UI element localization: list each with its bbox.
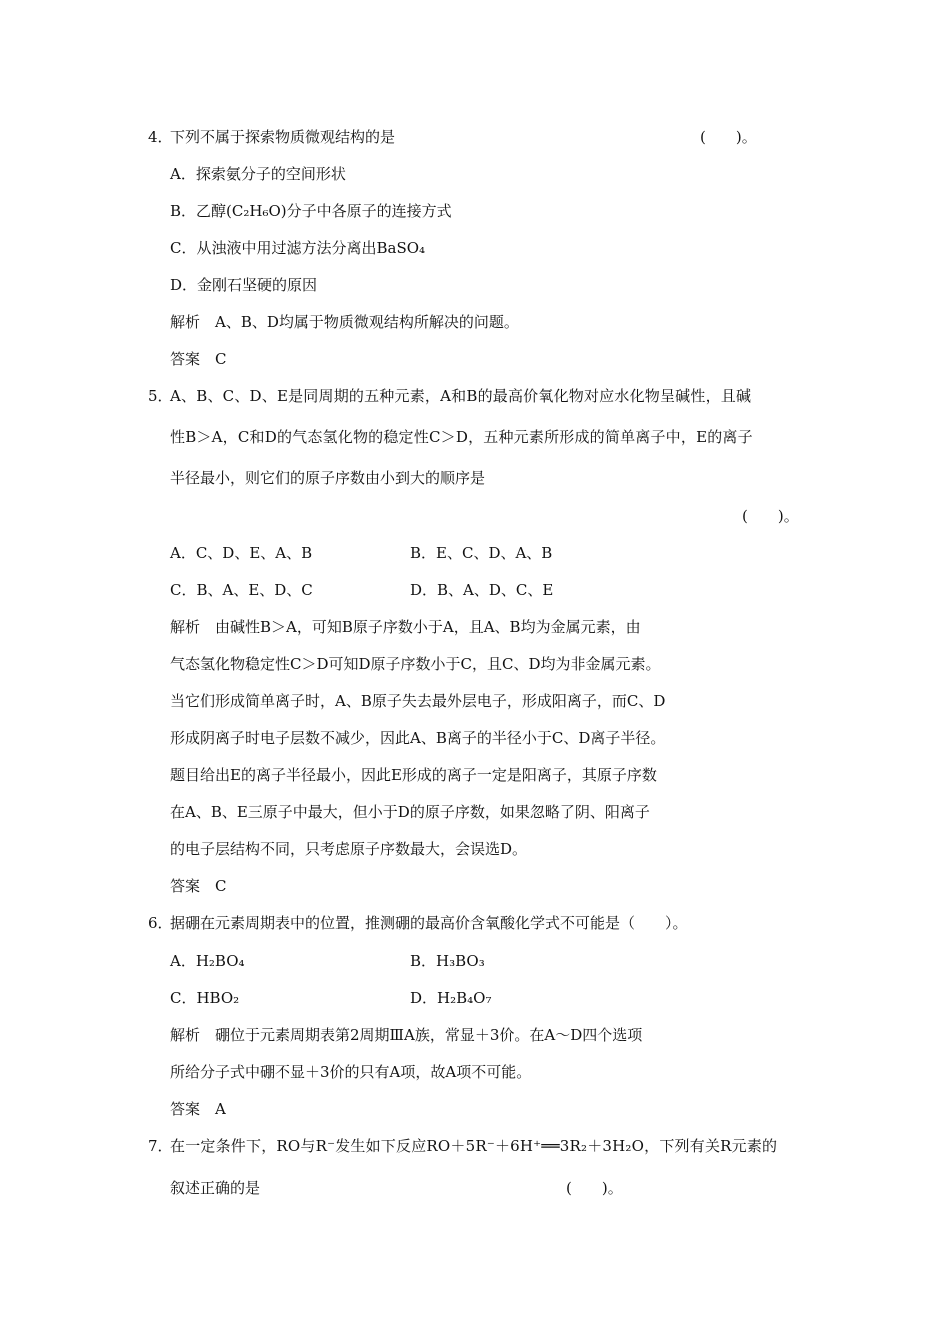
- q6-analysis-line: 所给分子式中硼不显＋3价的只有A项，故A项不可能。: [170, 1063, 532, 1081]
- q5-analysis-line: 当它们形成简单离子时，A、B原子失去最外层电子，形成阳离子，而C、D: [170, 692, 666, 710]
- q7-stem-line: 叙述正确的是: [170, 1179, 261, 1197]
- q4-analysis: 解析 A、B、D均属于物质微观结构所解决的问题。: [170, 313, 519, 331]
- q6-option-a: A．H₂BO₄: [170, 952, 245, 970]
- q5-stem-line: 性B＞A，C和D的气态氢化物的稳定性C＞D，五种元素所形成的简单离子中，E的离子: [170, 428, 753, 446]
- q6-stem: 据硼在元素周期表中的位置，推测硼的最高价含氧酸化学式不可能是（ ）。: [170, 914, 688, 932]
- q5-option-d: D．B、A、D、C、E: [410, 581, 554, 599]
- q5-analysis-line: 在A、B、E三原子中最大，但小于D的原子序数，如果忽略了阴、阳离子: [170, 803, 650, 821]
- q5-option-c: C．B、A、E、D、C: [170, 581, 313, 599]
- q5-analysis-line: 形成阴离子时电子层数不减少，因此A、B离子的半径小于C、D离子半径。: [170, 729, 666, 747]
- q6-answer: 答案 A: [170, 1100, 226, 1118]
- q5-stem-line: A、B、C、D、E是同周期的五种元素，A和B的最高价氧化物对应水化物呈碱性，且碱: [170, 387, 752, 405]
- q4-option-b: B．乙醇(C₂H₆O)分子中各原子的连接方式: [170, 202, 452, 220]
- q5-analysis-line: 解析 由碱性B＞A，可知B原子序数小于A，且A、B均为金属元素，由: [170, 618, 641, 636]
- q5-option-a: A．C、D、E、A、B: [170, 544, 313, 562]
- q7-stem-line: 在一定条件下，RO与R⁻发生如下反应RO＋5R⁻＋6H⁺══3R₂＋3H₂O，下列有关R元素的: [170, 1137, 778, 1155]
- q5-number: 5．: [148, 387, 173, 405]
- q4-option-c: C．从浊液中用过滤方法分离出BaSO₄: [170, 239, 426, 257]
- q4-answer-paren: ( )。: [700, 128, 757, 146]
- q5-stem-line: 半径最小，则它们的原子序数由小到大的顺序是: [170, 469, 486, 487]
- q6-analysis-line: 解析 硼位于元素周期表第2周期ⅢA族，常显＋3价。在A～D四个选项: [170, 1026, 643, 1044]
- q5-answer: 答案 C: [170, 877, 227, 895]
- q5-analysis-line: 的电子层结构不同，只考虑原子序数最大，会误选D。: [170, 840, 528, 858]
- q4-answer: 答案 C: [170, 350, 227, 368]
- q6-option-c: C．HBO₂: [170, 989, 240, 1007]
- q7-answer-paren: ( )。: [566, 1179, 623, 1197]
- q7-number: 7．: [148, 1137, 173, 1155]
- q5-option-b: B．E、C、D、A、B: [410, 544, 553, 562]
- q5-answer-paren: ( )。: [742, 507, 799, 525]
- q5-analysis-line: 题目给出E的离子半径最小，因此E形成的离子一定是阳离子，其原子序数: [170, 766, 657, 784]
- q4-number: 4．: [148, 128, 173, 146]
- q6-option-b: B．H₃BO₃: [410, 952, 485, 970]
- q6-option-d: D．H₂B₄O₇: [410, 989, 492, 1007]
- q6-number: 6．: [148, 914, 173, 932]
- q4-stem: 下列不属于探索物质微观结构的是: [170, 128, 396, 146]
- q5-analysis-line: 气态氢化物稳定性C＞D可知D原子序数小于C，且C、D均为非金属元素。: [170, 655, 661, 673]
- q4-option-a: A．探索氨分子的空间形状: [170, 165, 346, 183]
- q4-option-d: D．金刚石坚硬的原因: [170, 276, 318, 294]
